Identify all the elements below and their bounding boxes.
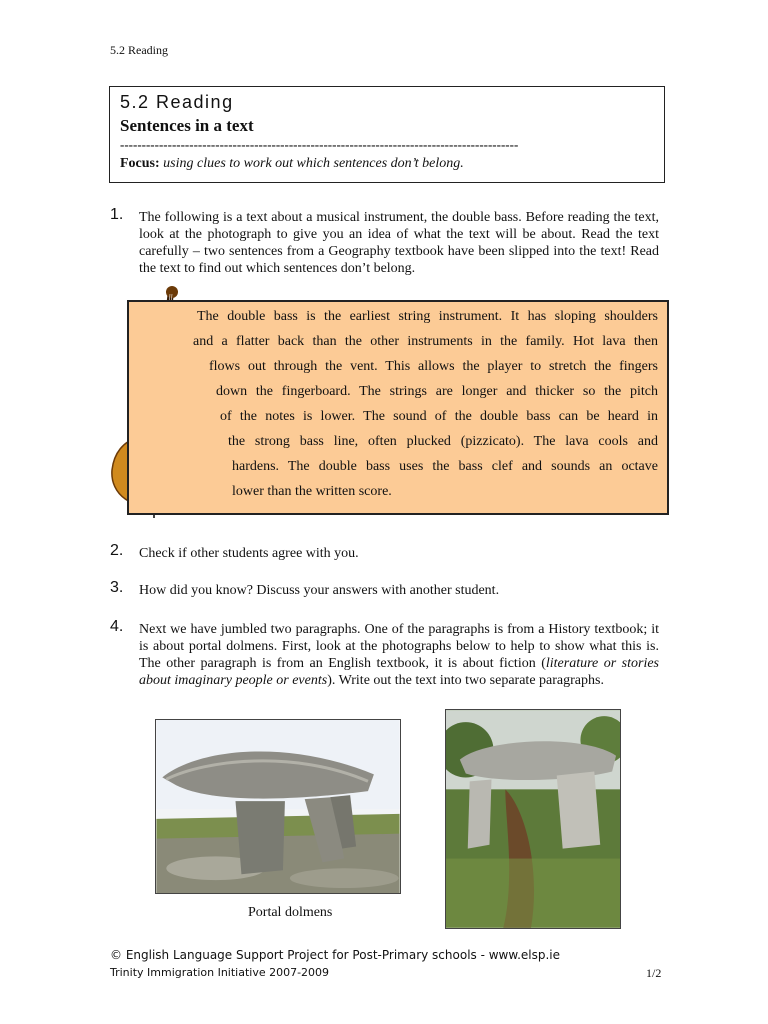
section-title: 5.2 Reading <box>120 92 234 112</box>
passage-line: lower than the written score. <box>232 484 392 499</box>
dolmen-photo-left <box>155 719 401 894</box>
passage-line: and a flatter back than the other instruments in the family. Hot lava then <box>193 334 658 349</box>
dolmen-photo-right <box>445 709 621 929</box>
focus-line <box>120 156 464 172</box>
page-number: 1/2 <box>646 966 662 980</box>
passage-line: hardens. The double bass uses the bass clef and sounds an octave <box>232 459 658 474</box>
passage-line: flows out through the vent. This allows the player to stretch the fingers <box>209 359 658 374</box>
item-number: 4. <box>110 618 124 635</box>
lesson-subtitle: Sentences in a text <box>120 116 254 135</box>
item-number: 2. <box>110 542 124 559</box>
title-box <box>109 86 665 183</box>
item-text: Next we have jumbled two paragraphs. One of the paragraphs is from a History textbook; it is about portal dolmens. First, look at the photographs below to help to show what this is. The other paragraph is from an English textbook, it is about fiction (literature or stories about imaginary people or events). Write out the text into two separate paragraphs. <box>139 622 659 688</box>
focus-text: using clues to work out which sentences don’t belong. <box>163 156 464 171</box>
item-text: How did you know? Discuss your answers with another student. <box>139 583 500 598</box>
running-header: 5.2 Reading <box>110 43 168 57</box>
item-text: Check if other students agree with you. <box>139 546 359 561</box>
footer-copyright: © English Language Support Project for Post-Primary schools - www.elsp.ie <box>110 948 561 962</box>
passage-line: The double bass is the earliest string instrument. It has sloping shoulders <box>197 309 658 324</box>
item-text: The following is a text about a musical instrument, the double bass. Before reading the text, look at the photograph to give you an idea of what the text will be about. Read the text carefully – two sentences from a Geography textbook have been slipped into the text! Read the text to find out which sentences don’t belong. <box>139 210 659 276</box>
photo-caption: Portal dolmens <box>248 905 333 920</box>
focus-label: Focus: <box>120 156 160 171</box>
separator-line: -------------------------------------------------------------------------------------------- <box>120 137 519 152</box>
passage-line: the strong bass line, often plucked (pizzicato). The lava cools and <box>228 434 658 449</box>
footer-initiative: Trinity Immigration Initiative 2007-2009 <box>110 966 330 979</box>
item-number: 1. <box>110 206 124 223</box>
item-number: 3. <box>110 579 124 596</box>
passage-box <box>127 300 669 515</box>
italic-definition: literature or stories about imaginary people or events <box>139 656 659 688</box>
passage-line: down the fingerboard. The strings are longer and thicker so the pitch <box>216 384 658 399</box>
passage-line: of the notes is lower. The sound of the double bass can be heard in <box>220 409 658 424</box>
